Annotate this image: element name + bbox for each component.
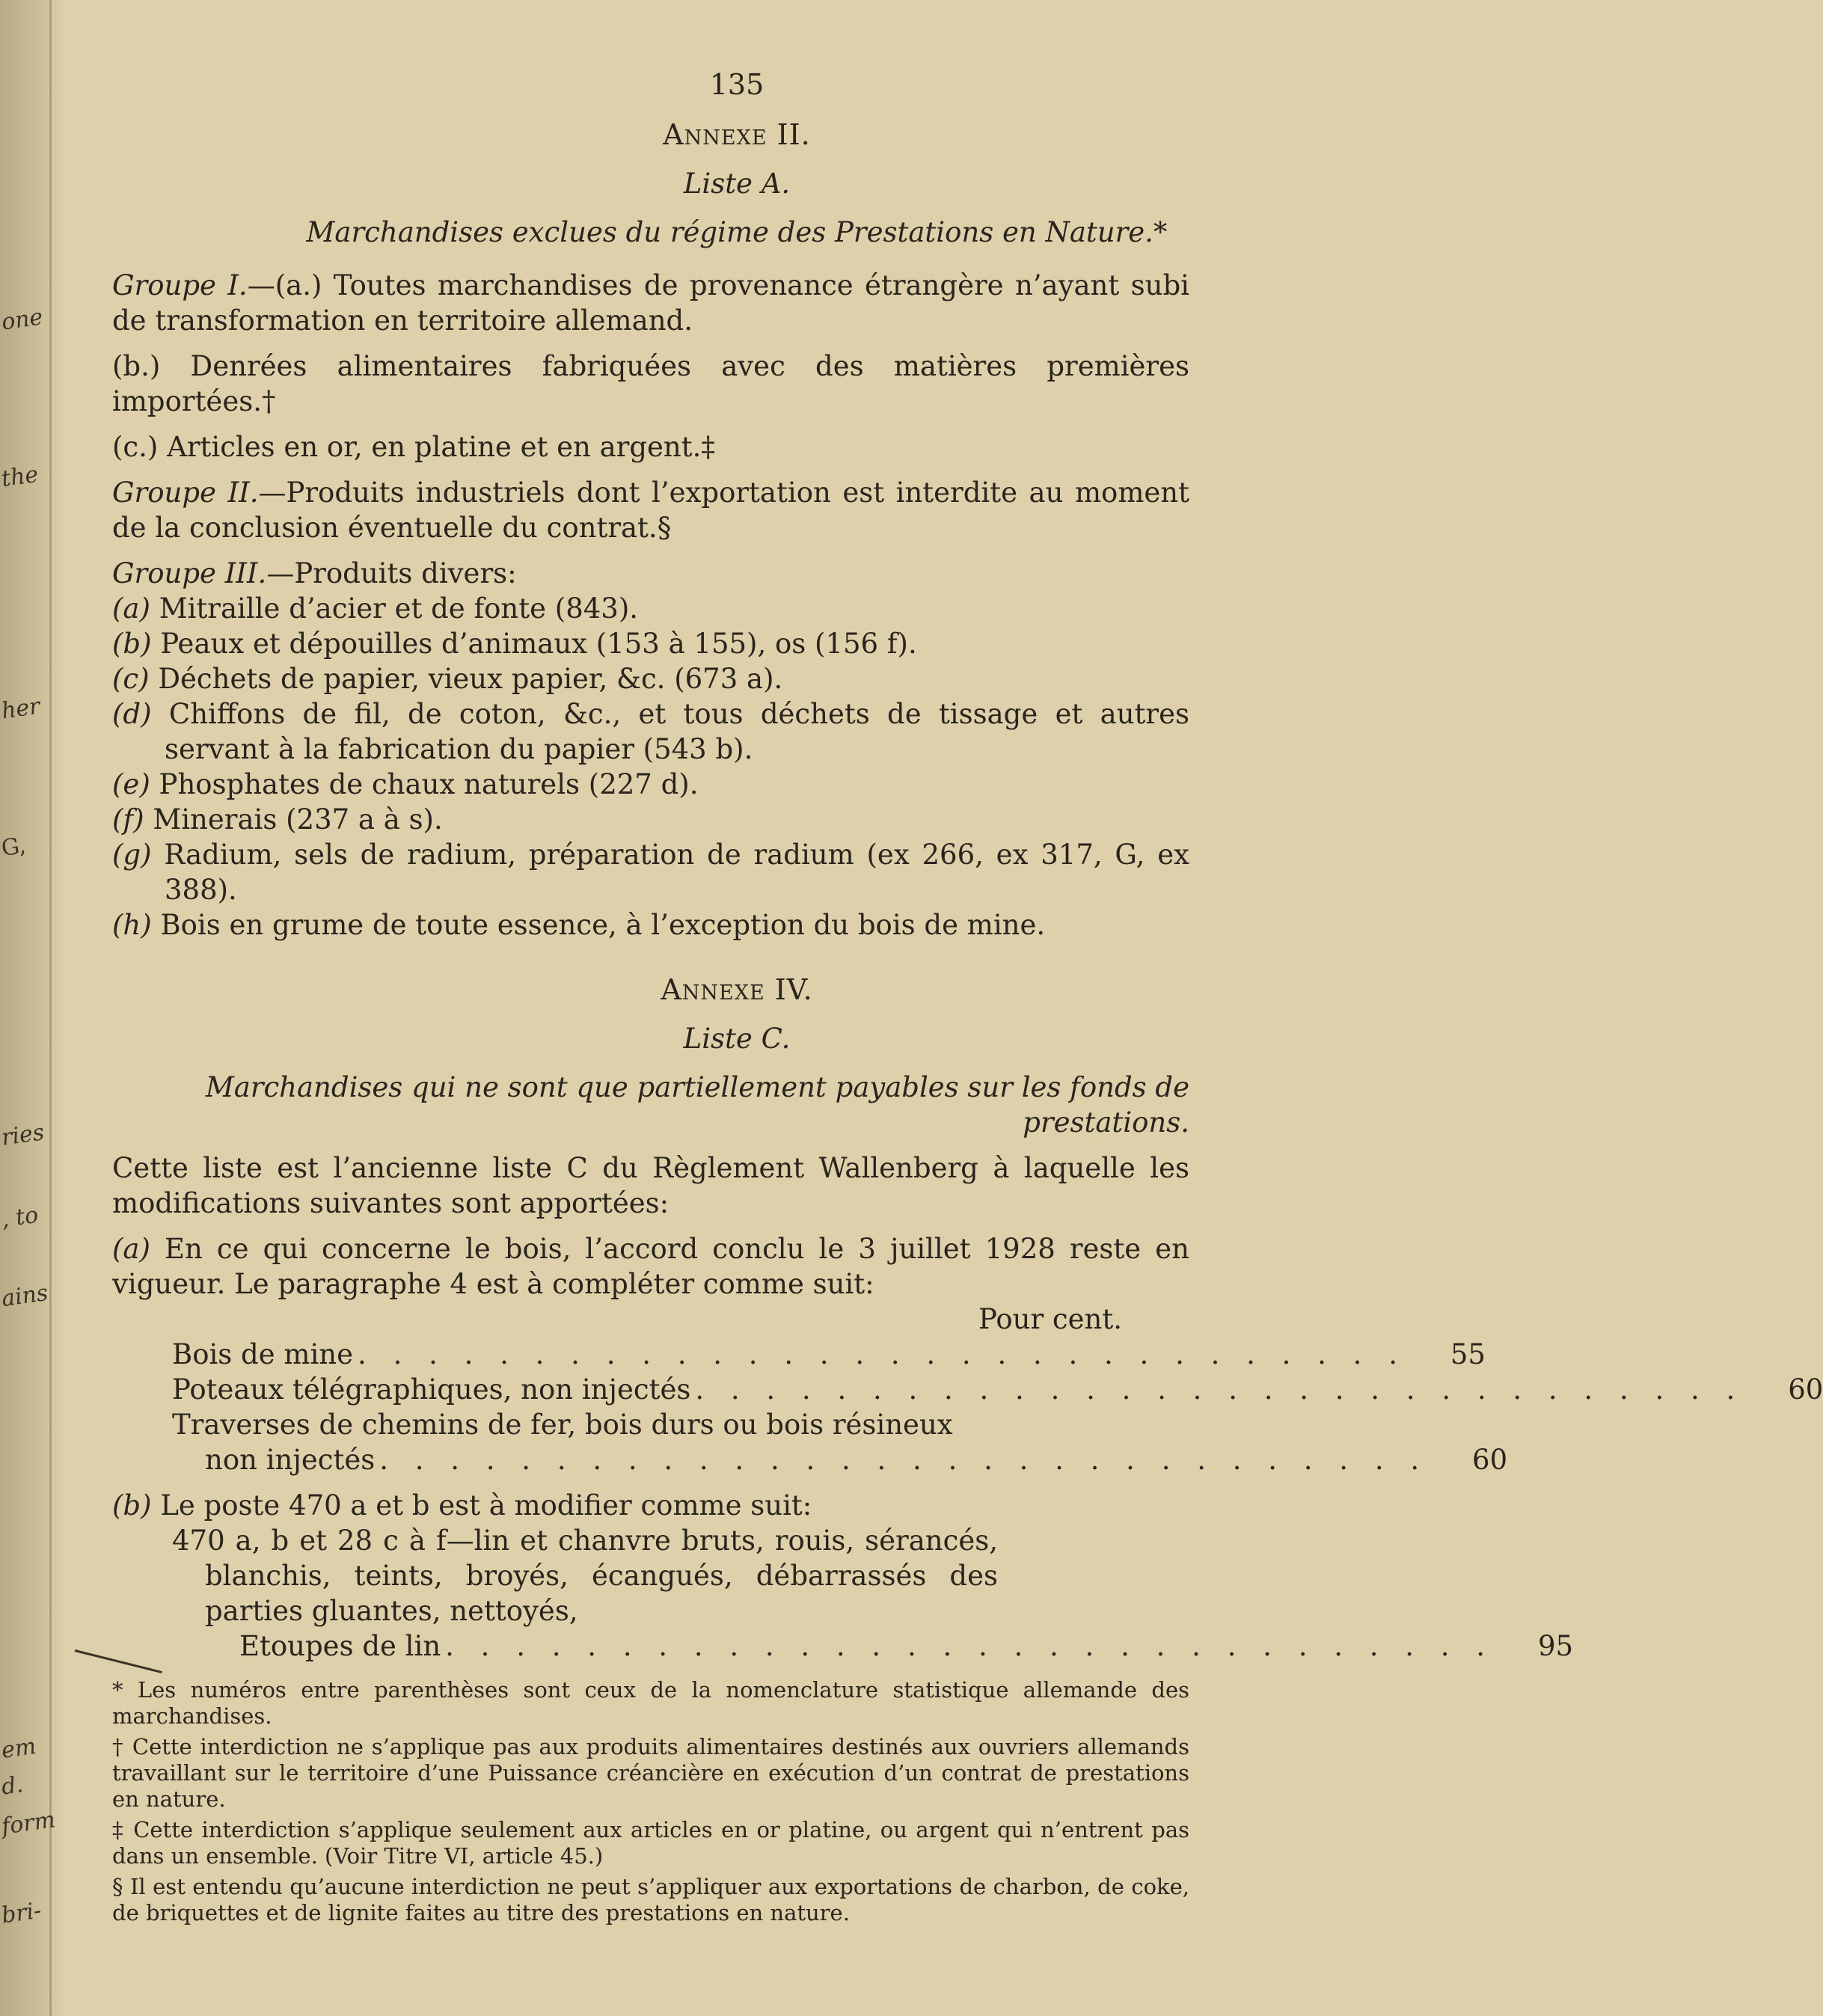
annexe-iv-intro: Cette liste est l’ancienne liste C du Règlement Wallenberg à laquelle les modifications suivantes sont apportées: bbox=[112, 1152, 1189, 1219]
table-row-label-line: Traverses de chemins de fer, bois durs ou bois résineux bbox=[172, 1409, 953, 1441]
annexe-iv-caption: Marchandises qui ne sont que partiellement payables sur les fonds de prestations. bbox=[205, 1071, 1189, 1139]
groupe-label: Groupe III. bbox=[112, 557, 267, 589]
footnote: † Cette interdiction ne s’applique pas aux produits alimentaires destinés aux ouvriers allemands travaillant sur le territoire d’une Puissance créancière en exécution d’un contrat de prestations en nature. bbox=[112, 1734, 1189, 1812]
margin-fragment: d. bbox=[0, 1771, 25, 1801]
item-text: Radium, sels de radium, préparation de radium (ex 266, ex 317, G, ex 388). bbox=[151, 839, 1189, 906]
list-item bbox=[112, 767, 1189, 802]
row-label: Bois de mine bbox=[172, 1338, 354, 1370]
annexe-iv-b bbox=[112, 1488, 1189, 1523]
footnote: * Les numéros entre parenthèses sont ceux de la nomenclature statistique allemande des marchandises. bbox=[112, 1677, 1189, 1729]
item-marker: (c.) bbox=[112, 431, 159, 463]
groupe-i-a bbox=[112, 268, 1189, 338]
row-label: Etoupes de lin bbox=[239, 1630, 441, 1662]
row-label: Poteaux télégraphiques, non injectés bbox=[172, 1373, 691, 1406]
footnote: § Il est entendu qu’aucune interdiction ne peut s’appliquer aux exportations de charbon, de coke, de briquettes et de lignite faites au titre des prestations en nature. bbox=[112, 1874, 1189, 1925]
list-item bbox=[112, 907, 1189, 943]
item-marker: (a) bbox=[112, 592, 150, 625]
item-text: En ce qui concerne le bois, l’accord conclu le 3 juillet 1928 reste en vigueur. Le paragraphe 4 est à compléter comme suit: bbox=[112, 1233, 1189, 1300]
item-marker: (b) bbox=[112, 628, 152, 660]
item-marker: (b.) bbox=[112, 350, 161, 382]
item-text: Minerais (237 a à s). bbox=[144, 803, 443, 836]
item-text: Bois en grume de toute essence, à l’exception du bois de mine. bbox=[151, 909, 1046, 941]
item-marker: —(a.) bbox=[247, 269, 322, 301]
row-value: 95 bbox=[1537, 1630, 1574, 1662]
list-item bbox=[112, 626, 1189, 661]
item-text: Chiffons de fil, de coton, &c., et tous déchets de tissage et autres servant à la fabrication du papier (543 b). bbox=[151, 698, 1189, 765]
annexe-ii-caption: Marchandises exclues du régime des Prestations en Nature.* bbox=[306, 216, 1168, 248]
groupe-label: Groupe I. bbox=[112, 269, 248, 301]
rates-table bbox=[172, 1337, 1823, 1477]
etoupes-table bbox=[172, 1629, 1574, 1664]
list-item bbox=[112, 696, 1189, 767]
binding-edge bbox=[49, 0, 52, 2016]
page-gutter bbox=[0, 0, 64, 2016]
groupe-label: Groupe II. bbox=[112, 477, 259, 509]
poste-470: 470 a, b et 28 c à f—lin et chanvre bruts, rouis, sérancés, blanchis, teints, broyés, écangués, débarrassés des parties gluantes, nettoyés, bbox=[172, 1525, 998, 1627]
dot-leader: . . . . . . . . . . . . . . . . . . . . . . . . . . . . . . bbox=[379, 1444, 1429, 1476]
item-text: Denrées alimentaires fabriquées avec des matières premières importées.† bbox=[112, 350, 1189, 417]
item-marker: (c) bbox=[112, 663, 150, 695]
list-item bbox=[112, 591, 1189, 626]
item-marker: (d) bbox=[112, 698, 152, 730]
table-row bbox=[172, 1372, 1823, 1407]
groupe-iii bbox=[112, 556, 1189, 591]
margin-fragment: em bbox=[0, 1732, 38, 1765]
page-number: 135 bbox=[709, 68, 765, 101]
table-row bbox=[172, 1337, 1486, 1372]
annexe-ii-heading: Annexe II. bbox=[663, 118, 811, 151]
item-marker: (g) bbox=[112, 839, 152, 871]
margin-fragment: one bbox=[0, 304, 45, 336]
annexe-iv-heading: Annexe IV. bbox=[661, 973, 813, 1006]
footnotes bbox=[112, 1677, 1189, 1926]
item-text: Phosphates de chaux naturels (227 d). bbox=[150, 768, 699, 800]
margin-fragment: bri- bbox=[0, 1897, 43, 1929]
margin-fragment: G, bbox=[0, 832, 28, 863]
page-body bbox=[112, 67, 1823, 1931]
item-text: Peaux et dépouilles d’animaux (153 à 155), os (156 f). bbox=[151, 628, 917, 660]
margin-fragment: the bbox=[0, 461, 40, 493]
item-marker: (e) bbox=[112, 768, 150, 800]
groupe-i-c bbox=[112, 429, 1189, 465]
margin-fragment: her bbox=[0, 693, 42, 725]
list-item bbox=[112, 837, 1189, 907]
table-row bbox=[172, 1442, 1508, 1477]
item-marker: (f) bbox=[112, 803, 144, 836]
groupe-i-b bbox=[112, 349, 1189, 419]
dot-leader: . . . . . . . . . . . . . . . . . . . . . . . . . . . . . . bbox=[695, 1373, 1744, 1406]
dot-leader: . . . . . . . . . . . . . . . . . . . . . . . . . . . . . . bbox=[358, 1338, 1406, 1370]
row-value: 55 bbox=[1450, 1338, 1486, 1370]
row-label: non injectés bbox=[205, 1444, 376, 1476]
footnote: ‡ Cette interdiction s’applique seulement aux articles en or platine, ou argent qui n’entrent pas dans un ensemble. (Voir Titre VI, article 45.) bbox=[112, 1817, 1189, 1869]
list-item bbox=[112, 661, 1189, 696]
annexe-iv-liste: Liste C. bbox=[683, 1023, 791, 1055]
row-value: 60 bbox=[1472, 1444, 1508, 1476]
row-value: 60 bbox=[1788, 1373, 1823, 1406]
table-row bbox=[172, 1629, 1574, 1664]
item-text: Déchets de papier, vieux papier, &c. (673 a). bbox=[149, 663, 783, 695]
margin-fragment: ries bbox=[0, 1119, 46, 1151]
groupe-ii bbox=[112, 475, 1189, 545]
annexe-iv-a bbox=[112, 1231, 1189, 1302]
margin-fragment: form bbox=[0, 1807, 58, 1840]
item-text: —Produits industriels dont l’exportation est interdite au moment de la conclusion éventuelle du contrat.§ bbox=[112, 477, 1190, 544]
margin-fragment: ains bbox=[0, 1279, 50, 1313]
item-text: Le poste 470 a et b est à modifier comme suit: bbox=[151, 1489, 812, 1522]
item-text: Mitraille d’acier et de fonte (843). bbox=[150, 592, 639, 625]
dot-leader: . . . . . . . . . . . . . . . . . . . . . . . . . . . . . . bbox=[445, 1630, 1495, 1662]
item-marker: (b) bbox=[112, 1489, 152, 1522]
annexe-ii-liste: Liste A. bbox=[683, 168, 791, 200]
item-text: Toutes marchandises de provenance étrangère n’ayant subi de transformation en territoire allemand. bbox=[112, 269, 1189, 337]
margin-fragment: , to bbox=[0, 1201, 40, 1234]
list-item bbox=[112, 802, 1189, 837]
item-text: Articles en or, en platine et en argent.‡ bbox=[158, 431, 715, 463]
table-header: Pour cent. bbox=[978, 1303, 1122, 1335]
item-marker: (h) bbox=[112, 909, 152, 941]
item-text: —Produits divers: bbox=[266, 557, 517, 589]
item-marker: (a) bbox=[112, 1233, 150, 1265]
